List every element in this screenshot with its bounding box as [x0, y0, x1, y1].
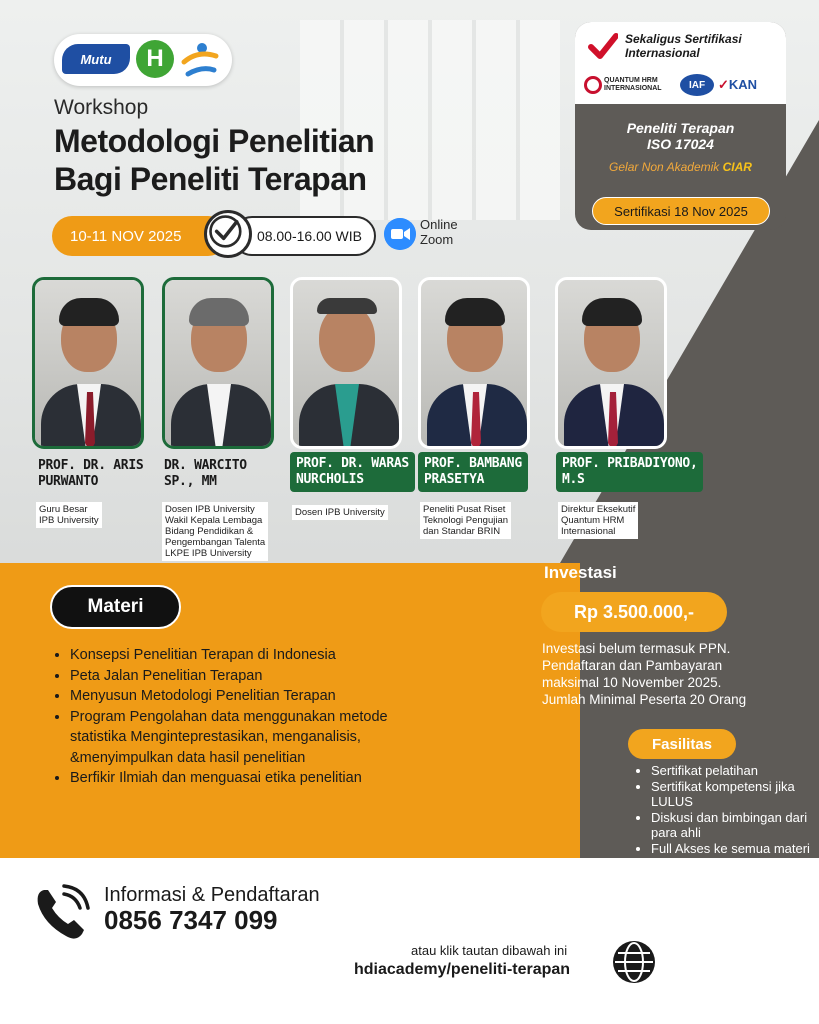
- list-item: • Diskusi dan bimbingan dari para ahli: [651, 810, 819, 841]
- page-title: [54, 122, 374, 198]
- investasi-notes: Investasi belum termasuk PPN. Pendaftaran dan Pambayaran maksimal 10 November 2025. Jumlah Minimal Peserta 20 Orang: [542, 641, 747, 707]
- iaf-logo: IAF: [680, 74, 714, 96]
- investasi-title: Investasi: [544, 563, 617, 582]
- phone-icon: [30, 880, 96, 946]
- materi-list: [52, 645, 390, 789]
- speaker-photo-3: [290, 277, 402, 449]
- registration-link[interactable]: hdiacademy/peneliti-terapan: [354, 961, 571, 978]
- fasilitas-list: [635, 763, 819, 856]
- fasilitas-title: Fasilitas: [628, 729, 736, 759]
- platform-label: Online Zoom: [420, 217, 458, 247]
- speaker-name-1: PROF. DR. ARIS PURWANTO: [38, 458, 144, 489]
- list-item: • Konsepsi Penelitian Terapan di Indonesia: [70, 645, 390, 666]
- speaker-role-4: Peneliti Pusat Riset Teknologi Pengujian dan Standar BRIN: [420, 502, 511, 539]
- list-item: • Full Akses ke semua materi: [651, 841, 819, 857]
- list-item: • Berfikir Ilmiah dan menguasai etika penelitian: [70, 768, 390, 789]
- certification-date-pill: Sertifikasi 18 Nov 2025: [592, 197, 770, 225]
- speaker-role-2: Dosen IPB University Wakil Kepala Lembaga Bidang Pendidikan & Pengembangan Talenta LKPE IPB University: [162, 502, 268, 561]
- title-line-2: Bagi Peneliti Terapan: [54, 161, 367, 197]
- link-label: atau klik tautan dibawah ini: [411, 943, 568, 958]
- list-item: • Peta Jalan Penelitian Terapan: [70, 666, 390, 687]
- kan-logo: ✓KAN: [718, 77, 758, 92]
- clock-check-icon: [204, 210, 252, 258]
- price-pill: Rp 3.500.000,-: [541, 592, 727, 632]
- quantum-circle-icon: [584, 76, 602, 94]
- globe-icon: [612, 940, 656, 984]
- quantum-logo: QUANTUM HRM INTERNASIONAL: [584, 72, 676, 98]
- figure-logo-icon: [180, 40, 220, 80]
- date-pill: 10-11 NOV 2025: [52, 216, 228, 256]
- certification-gelar: Gelar Non Akademik CIAR: [609, 160, 752, 174]
- speaker-name-4: PROF. BAMBANG PRASETYA: [418, 452, 528, 492]
- title-line-1: Metodologi Penelitian: [54, 123, 375, 159]
- speaker-photo-2: [162, 277, 274, 449]
- speaker-role-5: Direktur Eksekutif Quantum HRM Internasional: [558, 502, 638, 539]
- mutu-logo: Mutu: [62, 44, 130, 74]
- speaker-role-3: Dosen IPB University: [292, 505, 388, 520]
- speaker-name-5: PROF. PRIBADIYONO, M.S: [556, 452, 703, 492]
- contact-label: Informasi & Pendaftaran: [104, 884, 320, 906]
- contact-panel: [0, 858, 819, 1024]
- check-icon: [588, 32, 618, 62]
- list-item: • Menyusun Metodologi Penelitian Terapan: [70, 686, 390, 707]
- list-item: • Sertifikat kompetensi jika LULUS: [651, 779, 819, 810]
- contact-phone[interactable]: 0856 7347 099: [104, 905, 278, 935]
- speaker-name-2: DR. WARCITO SP., MM: [164, 458, 247, 489]
- certification-title: Peneliti Terapan ISO 17024: [626, 120, 735, 152]
- certification-heading: Sekaligus Sertifikasi Internasional: [625, 32, 742, 60]
- zoom-icon: [384, 218, 416, 250]
- list-item: • Sertifikat pelatihan: [651, 763, 819, 779]
- speaker-photo-4: [418, 277, 530, 449]
- list-item: • Program Pengolahan data menggunakan metode statistika Menginteprestasikan, menganalisis, &menyimpulkan data hasil penelitian: [70, 707, 390, 769]
- materi-title: Materi: [50, 585, 181, 629]
- speaker-role-1: Guru Besar IPB University: [36, 502, 102, 528]
- accreditation-logos: [584, 72, 780, 98]
- time-pill: 08.00-16.00 WIB: [232, 216, 376, 256]
- speaker-photo-1: [32, 277, 144, 449]
- speaker-photo-5: [555, 277, 667, 449]
- h-logo: H: [136, 40, 174, 78]
- title-pre: Workshop: [54, 96, 149, 119]
- speaker-name-3: PROF. DR. WARAS NURCHOLIS: [290, 452, 415, 492]
